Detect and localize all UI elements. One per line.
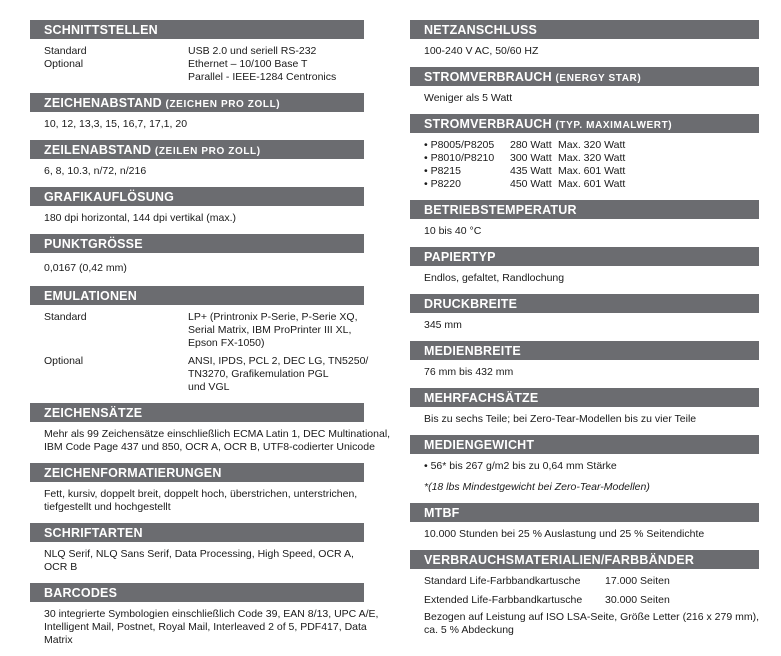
max-watt: Max. 320 Watt bbox=[558, 139, 626, 151]
section-header: DRUCKBREITE bbox=[410, 294, 759, 313]
section-zeichenformatierungen bbox=[30, 463, 364, 519]
section-zeilenabstand bbox=[30, 140, 364, 183]
section-header bbox=[410, 114, 759, 133]
body-line: • 56* bis 267 g/m2 bis zu 0,64 mm Stärke bbox=[424, 460, 617, 472]
spec-line: ANSI, IPDS, PCL 2, DEC LG, TN5250/ bbox=[188, 355, 369, 367]
section-header: SCHNITTSTELLEN bbox=[30, 20, 364, 39]
model-name: • P8005/P8205 bbox=[424, 139, 495, 151]
header-title: ZEICHENABSTAND bbox=[44, 96, 162, 110]
header-subtitle: (ZEICHEN PRO ZOLL) bbox=[165, 99, 281, 110]
section-header bbox=[30, 140, 364, 159]
section-header: MEDIENBREITE bbox=[410, 341, 759, 360]
spec-value bbox=[188, 45, 360, 58]
body-line: Fett, kursiv, doppelt breit, doppelt hoch, überstrichen, unterstrichen, bbox=[44, 488, 358, 500]
spec-label: Optional bbox=[44, 58, 84, 70]
section-body bbox=[30, 305, 369, 399]
section-medienbreite bbox=[410, 341, 759, 384]
max-watt: Max. 601 Watt bbox=[558, 178, 626, 190]
spec-value bbox=[188, 355, 368, 394]
section-body: 6, 8, 10.3, n/72, n/216 bbox=[44, 165, 147, 177]
section-grafikaufloesung bbox=[30, 187, 364, 230]
section-stromverbrauch-energy-star bbox=[410, 67, 759, 110]
section-body bbox=[30, 602, 379, 652]
consumable-label: Standard Life-Farbbandkartusche bbox=[424, 575, 581, 587]
max-watt: Max. 320 Watt bbox=[558, 152, 626, 164]
body-line: tiefgestellt und hochgestellt bbox=[44, 501, 171, 513]
section-header: PAPIERTYP bbox=[410, 247, 759, 266]
section-barcodes bbox=[30, 583, 379, 652]
section-body bbox=[30, 422, 391, 459]
spec-row bbox=[44, 355, 369, 394]
spec-line: und VGL bbox=[188, 381, 230, 393]
spec-line: USB 2.0 und seriell RS-232 bbox=[188, 45, 317, 57]
section-header: ZEICHENFORMATIERUNGEN bbox=[30, 463, 364, 482]
section-punktgroesse bbox=[30, 234, 364, 282]
consumable-row bbox=[424, 594, 755, 607]
section-header: SCHRIFTARTEN bbox=[30, 523, 364, 542]
body-line: OCR B bbox=[44, 561, 78, 573]
spec-value bbox=[188, 311, 360, 350]
section-betriebstemperatur bbox=[410, 200, 759, 243]
section-zeichensaetze bbox=[30, 403, 391, 459]
spec-line: Ethernet – 10/100 Base T bbox=[188, 58, 308, 70]
model-name: • P8220 bbox=[424, 178, 461, 190]
header-subtitle: (ENERGY STAR) bbox=[555, 73, 642, 84]
section-body: 10 bis 40 °C bbox=[424, 225, 482, 237]
section-body: 0,0167 (0,42 mm) bbox=[44, 262, 127, 274]
spec-label: Optional bbox=[44, 355, 84, 367]
consumable-value: 30.000 Seiten bbox=[605, 594, 670, 606]
section-mtbf bbox=[410, 503, 759, 546]
section-druckbreite bbox=[410, 294, 759, 337]
header-title: STROMVERBRAUCH bbox=[424, 70, 552, 84]
spec-row bbox=[44, 58, 360, 84]
typical-watt: 450 Watt bbox=[510, 178, 552, 190]
header-subtitle: (TYP. MAXIMALWERT) bbox=[555, 120, 673, 131]
spec-line: LP+ (Printronix P-Serie, P-Serie XQ, bbox=[188, 311, 358, 323]
model-name: • P8215 bbox=[424, 165, 461, 177]
section-zeichenabstand bbox=[30, 93, 364, 136]
spec-line: Parallel - IEEE-1284 Centronics bbox=[188, 71, 337, 83]
body-line: Intelligent Mail, Postnet, Royal Mail, Interleaved 2 of 5, PDF417, Data bbox=[44, 621, 367, 633]
section-body: 10, 12, 13,3, 15, 16,7, 17,1, 20 bbox=[44, 118, 188, 130]
section-body: 345 mm bbox=[424, 319, 462, 331]
header-title: STROMVERBRAUCH bbox=[424, 117, 552, 131]
left-column bbox=[30, 20, 391, 656]
section-header bbox=[410, 67, 759, 86]
consumable-row bbox=[424, 575, 755, 588]
section-stromverbrauch-max bbox=[410, 114, 759, 196]
spec-row bbox=[44, 45, 360, 58]
section-verbrauchsmaterialien bbox=[410, 550, 759, 642]
section-body: 76 mm bis 432 mm bbox=[424, 366, 514, 378]
spec-value bbox=[188, 58, 360, 84]
body-line: IBM Code Page 437 und 850, OCR A, OCR B, UTF8-codierter Unicode bbox=[44, 441, 375, 453]
body-line: Mehr als 99 Zeichensätze einschließlich ECMA Latin 1, DEC Multinational, bbox=[44, 428, 391, 440]
model-name: • P8010/P8210 bbox=[424, 152, 495, 164]
body-line: Bezogen auf Leistung auf ISO LSA-Seite, Größe Letter (216 x 279 mm), bbox=[424, 611, 760, 623]
typical-watt: 435 Watt bbox=[510, 165, 552, 177]
power-row bbox=[424, 139, 755, 152]
body-line: 30 integrierte Symbologien einschließlich Code 39, EAN 8/13, UPC A/E, bbox=[44, 608, 379, 620]
spec-line: Serial Matrix, IBM ProPrinter III XL, bbox=[188, 324, 352, 336]
section-body bbox=[410, 133, 759, 196]
header-title: ZEILENABSTAND bbox=[44, 143, 152, 157]
section-header: MTBF bbox=[410, 503, 759, 522]
section-schnittstellen bbox=[30, 20, 364, 89]
power-row bbox=[424, 165, 755, 178]
section-header: PUNKTGRÖSSE bbox=[30, 234, 364, 253]
section-header: MEHRFACHSÄTZE bbox=[410, 388, 759, 407]
body-line: ca. 5 % Abdeckung bbox=[424, 624, 514, 636]
section-body bbox=[30, 542, 364, 579]
header-subtitle: (ZEILEN PRO ZOLL) bbox=[154, 146, 261, 157]
section-body: Endlos, gefaltet, Randlochung bbox=[424, 272, 565, 284]
section-header bbox=[30, 93, 364, 112]
section-header: NETZANSCHLUSS bbox=[410, 20, 759, 39]
right-column bbox=[410, 20, 759, 646]
section-header: ZEICHENSÄTZE bbox=[30, 403, 364, 422]
section-papiertyp bbox=[410, 247, 759, 290]
power-row bbox=[424, 152, 755, 165]
section-body: 10.000 Stunden bei 25 % Auslastung und 25 % Seitendichte bbox=[424, 528, 705, 540]
spec-label: Standard bbox=[44, 311, 87, 323]
section-body bbox=[30, 482, 364, 519]
typical-watt: 300 Watt bbox=[510, 152, 552, 164]
footnote: *(18 lbs Mindestgewicht bei Zero-Tear-Modellen) bbox=[424, 481, 650, 493]
spec-label: Standard bbox=[44, 45, 87, 57]
section-body bbox=[30, 39, 364, 89]
section-body: 180 dpi horizontal, 144 dpi vertikal (max.) bbox=[44, 212, 237, 224]
section-header: BETRIEBSTEMPERATUR bbox=[410, 200, 759, 219]
section-header: EMULATIONEN bbox=[30, 286, 364, 305]
section-header: VERBRAUCHSMATERIALIEN/FARBBÄNDER bbox=[410, 550, 759, 569]
spec-line: TN3270, Grafikemulation PGL bbox=[188, 368, 329, 380]
consumable-label: Extended Life-Farbbandkartusche bbox=[424, 594, 583, 606]
section-mehrfachsaetze bbox=[410, 388, 759, 431]
section-body bbox=[410, 569, 759, 642]
section-header: MEDIENGEWICHT bbox=[410, 435, 759, 454]
section-body bbox=[410, 454, 759, 499]
section-body: Bis zu sechs Teile; bei Zero-Tear-Modellen bis zu vier Teile bbox=[424, 413, 697, 425]
spec-line: Epson FX-1050) bbox=[188, 337, 265, 349]
section-header: BARCODES bbox=[30, 583, 364, 602]
spec-row bbox=[44, 311, 360, 350]
section-schriftarten bbox=[30, 523, 364, 579]
typical-watt: 280 Watt bbox=[510, 139, 552, 151]
section-emulationen bbox=[30, 286, 369, 399]
consumable-value: 17.000 Seiten bbox=[605, 575, 670, 587]
power-row bbox=[424, 178, 755, 191]
section-header: GRAFIKAUFLÖSUNG bbox=[30, 187, 364, 206]
body-line: Matrix bbox=[44, 634, 73, 646]
section-netzanschluss bbox=[410, 20, 759, 63]
max-watt: Max. 601 Watt bbox=[558, 165, 626, 177]
section-mediengewicht bbox=[410, 435, 759, 499]
body-line: NLQ Serif, NLQ Sans Serif, Data Processing, High Speed, OCR A, bbox=[44, 548, 354, 560]
section-body: Weniger als 5 Watt bbox=[424, 92, 513, 104]
section-body: 100-240 V AC, 50/60 HZ bbox=[424, 45, 539, 57]
